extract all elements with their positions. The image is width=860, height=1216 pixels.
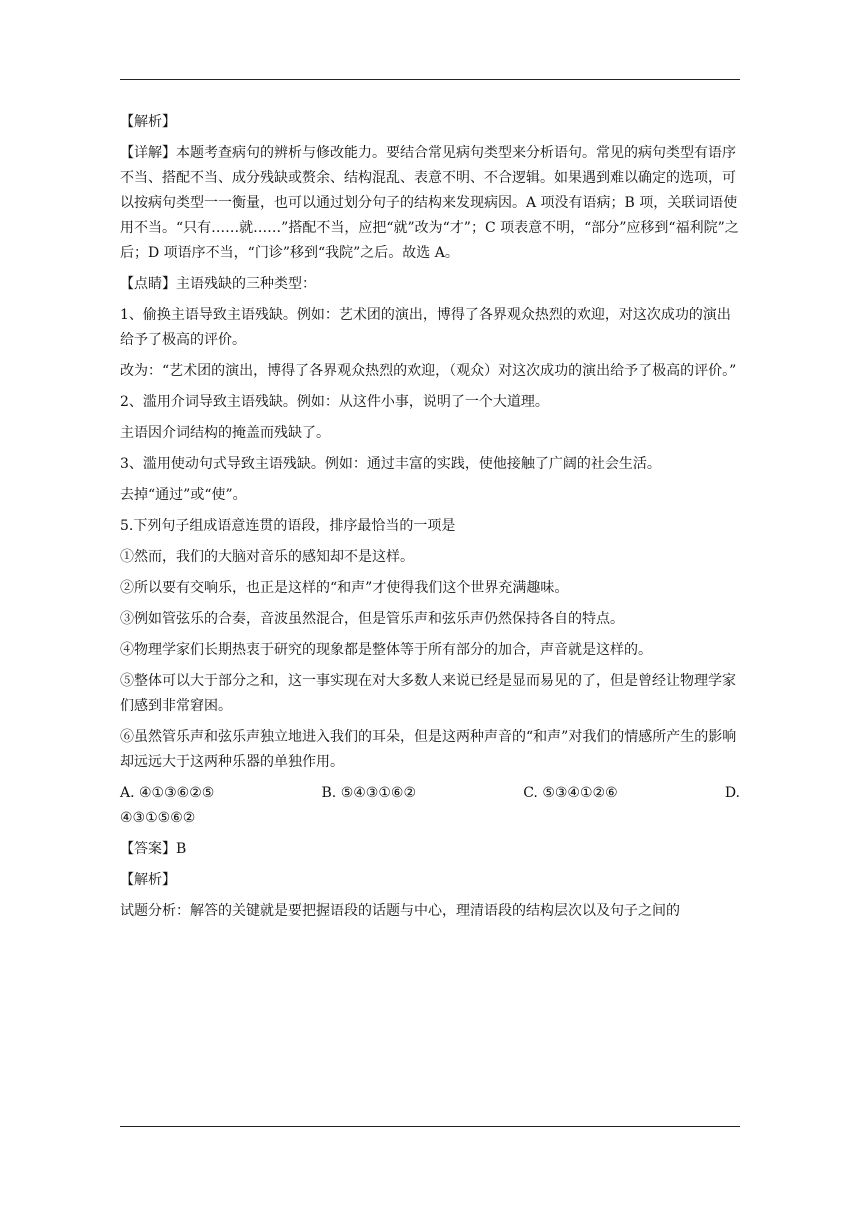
question-5-stem: 5.下列句子组成语意连贯的语段，排序最恰当的一项是 (120, 518, 456, 534)
answer-line: 【答案】B (120, 841, 187, 857)
point-3-note: 去掉“通过”或“使”。 (120, 487, 247, 503)
answer-options (120, 781, 740, 806)
sentence-5: ⑤整体可以大于部分之和，这一事实现在对大多数人来说已经是显而易见的了，但是曾经让物理学家们感到非常窘困。 (120, 673, 736, 714)
sentence-3: ③例如管弦乐的合奏，音波虽然混合，但是管乐声和弦乐声仍然保持各自的特点。 (120, 611, 624, 627)
sentence-4: ④物理学家们长期热衷于研究的现象都是整体等于所有部分的加合，声音就是这样的。 (120, 642, 652, 658)
sentence-2: ②所以要有交响乐，也正是这样的“和声”才使得我们这个世界充满趣味。 (120, 580, 569, 596)
header-rule (120, 79, 740, 80)
sentence-6: ⑥虽然管乐声和弦乐声独立地进入我们的耳朵，但是这两种声音的“和声”对我们的情感所产生的影响却远远大于这两种乐器的单独作用。 (120, 729, 737, 770)
option-a: A. ④①③⑥②⑤ (120, 785, 215, 801)
document-body (120, 110, 740, 930)
detailed-explanation: 【详解】本题考查病句的辨析与修改能力。要结合常见病句类型来分析语句。常见的病句类型有语序不当、搭配不当、成分残缺或赘余、结构混乱、表意不明、不合逻辑。如果遇到难以确定的选项，可以按病句类型一一衡量，也可以通过划分句子的结构来发现病因。A 项没有语病；B 项，关联词语使用不当。“只有……就……”搭配不当，应把“就”改为“才”；C 项表意不明，“部分”应移到“福利院”之后；D 项语序不当，“门诊”移到“我院”之后。故选 A。 (120, 145, 739, 261)
point-1: 1、偷换主语导致主语残缺。例如：艺术团的演出，博得了各界观众热烈的欢迎，对这次成功的演出给予了极高的评价。 (120, 307, 731, 348)
point-1-correction: 改为：“艺术团的演出，博得了各界观众热烈的欢迎，（观众）对这次成功的演出给予了极高的评价。” (120, 363, 737, 379)
point-2: 2、滥用介词导致主语残缺。例如：从这件小事，说明了一个大道理。 (120, 394, 549, 410)
footer-rule (120, 1126, 740, 1127)
point-2-note: 主语因介词结构的掩盖而残缺了。 (120, 425, 330, 441)
point-3: 3、滥用使动句式导致主语残缺。例如：通过丰富的实践，使他接触了广阔的社会生活。 (120, 456, 661, 472)
option-b: B. ⑤④③①⑥② (321, 785, 417, 801)
option-c: C. ⑤③④①②⑥ (523, 785, 618, 801)
analysis-text: 试题分析：解答的关键就是要把握语段的话题与中心，理清语段的结构层次以及句子之间的 (120, 903, 680, 919)
option-d-label: D. (724, 785, 740, 801)
option-d-value: ④③①⑤⑥② (120, 810, 196, 826)
analysis-heading: 【解析】 (120, 114, 176, 130)
analysis-heading-2: 【解析】 (120, 872, 176, 888)
key-point-heading: 【点睛】主语残缺的三种类型： (120, 276, 316, 292)
sentence-1: ①然而，我们的大脑对音乐的感知却不是这样。 (120, 549, 414, 565)
